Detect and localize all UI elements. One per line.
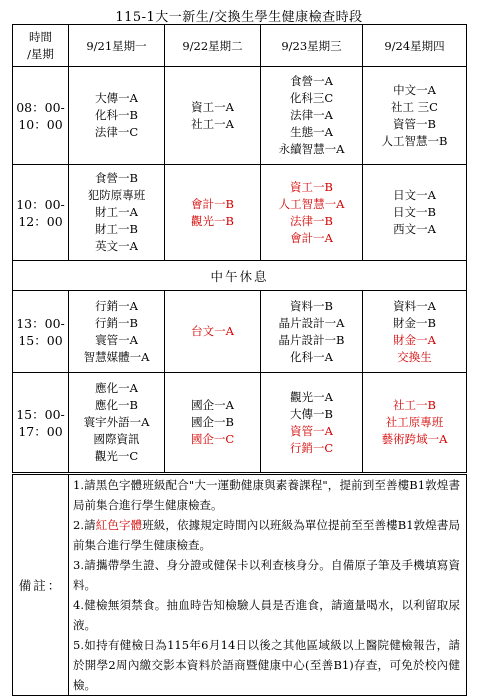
class-cell — [261, 165, 363, 261]
class-name: 寰管一A — [95, 332, 138, 347]
note-3: 3.請攜帶學生證、身分證或健保卡以利查核身分。自備原子筆及手機填寫資料。 — [73, 558, 460, 592]
header-row — [13, 25, 467, 67]
class-cell — [363, 165, 467, 261]
day-header: 9/22星期二 — [165, 25, 261, 67]
class-cell — [363, 291, 467, 373]
class-cell — [69, 165, 165, 261]
class-cell — [261, 291, 363, 373]
class-name: 行銷一A — [95, 298, 138, 313]
class-name: 國企一B — [191, 415, 234, 429]
time-end: 12：00 — [18, 213, 63, 229]
class-name: 法律一A — [290, 108, 333, 122]
time-start: 13：00- — [16, 315, 65, 331]
slot-row — [13, 373, 467, 473]
notes-label: 備註： — [13, 475, 69, 696]
class-name: 國際資訊 — [93, 432, 140, 446]
class-name: 大傳一A — [95, 91, 138, 105]
slot-row — [13, 67, 467, 165]
class-name: 會計一B — [191, 196, 234, 211]
corner-header — [13, 25, 69, 67]
class-name: 資管一B — [393, 116, 436, 131]
class-name: 觀光一A — [290, 389, 333, 404]
class-name: 台文一A — [191, 324, 234, 338]
class-name: 交換生 — [397, 349, 432, 364]
class-name: 晶片設計一A — [278, 315, 345, 330]
lunch-row — [13, 261, 467, 291]
slot-row — [13, 291, 467, 373]
class-name: 晶片設計一B — [278, 332, 345, 347]
class-name: 應化一A — [95, 381, 138, 395]
corner-day-label: /星期 — [27, 46, 54, 61]
class-name: 人工智慧一A — [278, 196, 345, 211]
time-end: 15：00 — [18, 332, 63, 348]
note-2-prefix: 2.請 — [73, 518, 96, 532]
class-name: 財金一B — [393, 315, 436, 330]
class-name: 寰宇外語一A — [83, 415, 150, 429]
class-name: 犯防原專班 — [87, 188, 146, 202]
note-2 — [69, 515, 466, 555]
class-name: 法律一B — [290, 213, 333, 228]
class-name: 資工一A — [191, 99, 234, 114]
class-cell — [165, 291, 261, 373]
time-slot — [13, 373, 69, 473]
lunch-break: 中午休息 — [13, 261, 467, 291]
page-title: 115-1大一新生/交換生學生健康檢查時段 — [115, 10, 363, 25]
class-name: 中文一A — [393, 82, 436, 97]
class-name: 人工智慧一B — [381, 133, 448, 148]
class-name: 行銷一B — [95, 315, 138, 330]
class-name: 化科一A — [290, 349, 333, 364]
class-name: 資管一A — [290, 423, 333, 438]
class-name: 日文一B — [393, 205, 436, 219]
notes-content — [69, 475, 467, 696]
class-name: 財工一B — [95, 222, 138, 236]
class-name: 日文一A — [393, 188, 436, 202]
class-cell — [261, 67, 363, 165]
note-1: 1.請黑色字體班級配合"大一運動健康與素養課程"，提前到至善樓B1敦煌書局前集合進行學生健康檢查。 — [73, 478, 460, 512]
note-5: 5.如持有健檢日為115年6月14日以後之其他區域級以上醫院健檢報告，請於開學2周內繳交影本資料於語商暨健康中心(至善B1)存查，可免於校內健檢。 — [73, 638, 460, 692]
slot-row — [13, 165, 467, 261]
class-name: 資工一B — [290, 179, 333, 194]
time-slot — [13, 67, 69, 165]
class-name: 社工一A — [191, 116, 234, 131]
class-name: 社工 三C — [391, 99, 438, 114]
day-header: 9/24星期四 — [363, 25, 467, 67]
class-name: 財金一A — [393, 332, 436, 347]
class-name: 食營一A — [290, 74, 333, 88]
note-2-suffix: 班級，依據規定時間內以班級為單位提前至至善樓B1敦煌書局前集合進行學生健康檢查。 — [73, 518, 460, 552]
note-4: 4.健檢無須禁食。抽血時告知檢驗人員是否進食，請適量喝水，以利留取尿液。 — [73, 598, 460, 632]
time-start: 15：00- — [16, 406, 65, 422]
time-end: 10：00 — [18, 116, 63, 132]
day-header: 9/21星期一 — [69, 25, 165, 67]
class-cell — [165, 165, 261, 261]
class-name: 社工原專班 — [385, 415, 444, 429]
class-name: 資料一A — [393, 298, 436, 313]
class-cell — [261, 373, 363, 473]
class-name: 永續智慧一A — [278, 142, 345, 156]
class-name: 國企一C — [190, 432, 235, 446]
time-start: 08：00- — [16, 99, 65, 115]
class-name: 國企一A — [191, 398, 234, 412]
class-name: 會計一A — [290, 230, 333, 245]
day-header: 9/23星期三 — [261, 25, 363, 67]
corner-time-label: 時間 — [29, 29, 52, 44]
class-name: 大傳一B — [290, 406, 333, 421]
class-name: 生態一A — [290, 125, 333, 139]
time-end: 17：00 — [18, 423, 63, 439]
class-name: 化科一B — [95, 108, 138, 122]
class-name: 食營一B — [95, 171, 138, 185]
time-start: 10：00- — [16, 196, 65, 212]
class-name: 觀光一B — [191, 213, 234, 228]
class-name: 應化一B — [95, 398, 138, 412]
schedule-table — [12, 24, 467, 473]
class-name: 化科三C — [289, 91, 334, 105]
class-cell — [69, 373, 165, 473]
class-name: 藝術跨域一A — [381, 432, 448, 446]
class-cell — [69, 291, 165, 373]
time-slot — [13, 291, 69, 373]
class-cell — [165, 67, 261, 165]
class-name: 財工一A — [95, 205, 138, 219]
class-name: 社工一B — [393, 398, 436, 412]
class-name: 智慧媒體一A — [83, 349, 150, 364]
class-name: 行銷一C — [289, 440, 334, 455]
time-slot — [13, 165, 69, 261]
notes-table — [12, 474, 467, 696]
class-name: 觀光一C — [94, 449, 139, 463]
class-cell — [69, 67, 165, 165]
class-cell — [165, 373, 261, 473]
class-name: 英文一A — [95, 239, 138, 253]
class-name: 資料一B — [290, 298, 333, 313]
class-name: 西文一A — [393, 222, 436, 236]
note-2-red-text: 紅色字體 — [95, 518, 143, 532]
class-cell — [363, 67, 467, 165]
class-cell — [363, 373, 467, 473]
class-name: 法律一C — [94, 125, 139, 139]
